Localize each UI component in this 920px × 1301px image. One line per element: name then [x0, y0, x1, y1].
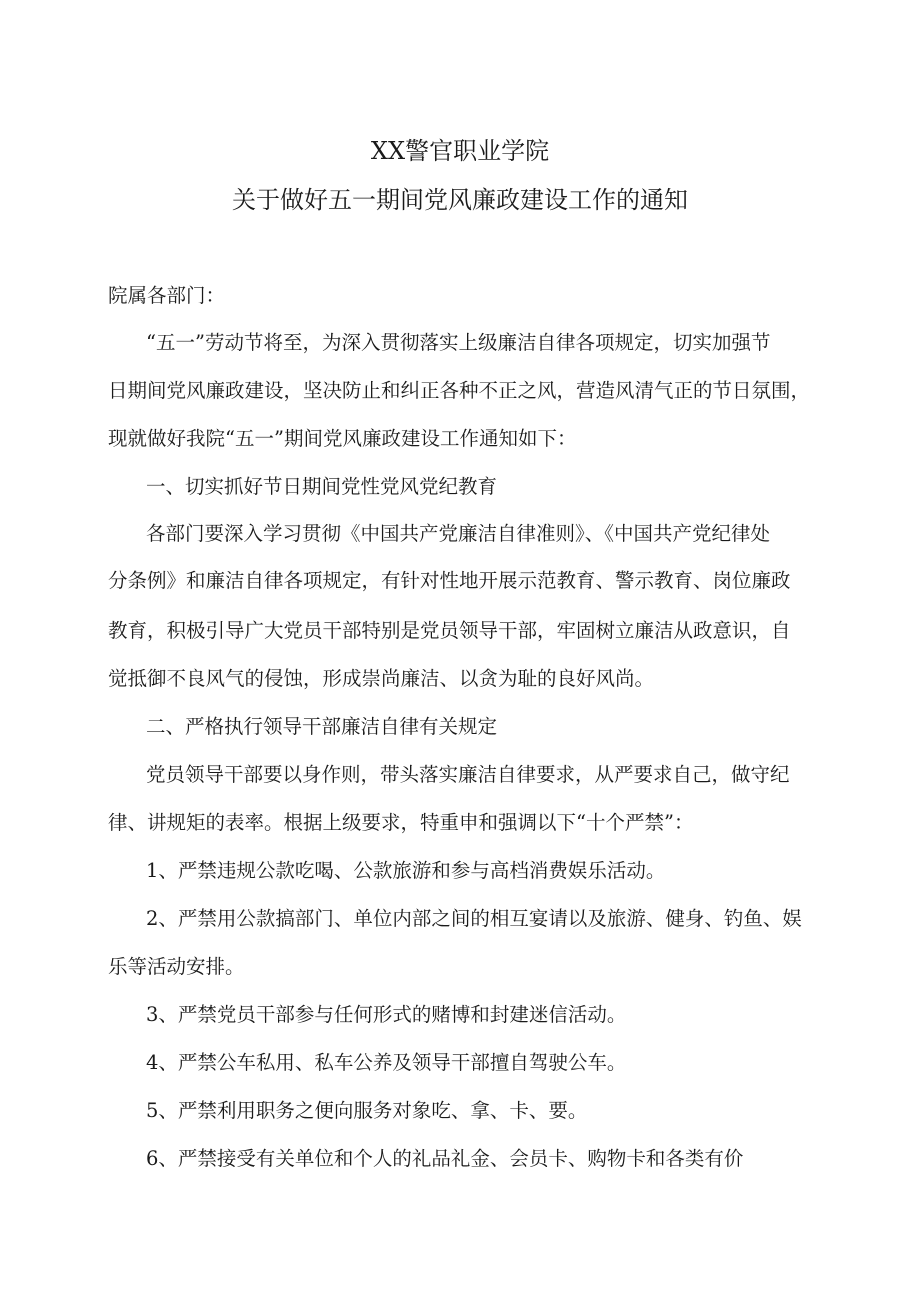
rule-item: 2、严禁用公款搞部门、单位内部之间的相互宴请以及旅游、健身、钓鱼、娱	[146, 907, 802, 930]
section2-heading: 二、严格执行领导干部廉洁自律有关规定	[146, 715, 498, 738]
section1-body-line: 觉抵御不良风气的侵蚀，形成崇尚廉洁、以贪为耻的良好风尚。	[108, 667, 655, 690]
intro-line: “五一”劳动节将至，为深入贯彻落实上级廉洁自律各项规定，切实加强节	[146, 331, 771, 354]
section1-body-line: 各部门要深入学习贯彻《中国共产党廉洁自律准则》、《中国共产党纪律处	[146, 522, 771, 545]
rule-item: 3、严禁党员干部参与任何形式的赌博和封建迷信活动。	[146, 1003, 627, 1026]
section2-body-line: 律、讲规矩的表率。根据上级要求，特重申和强调以下“十个严禁”：	[108, 811, 694, 834]
intro-line: 现就做好我院“五一”期间党风廉政建设工作通知如下：	[108, 427, 577, 450]
rule-item: 4、严禁公车私用、私车公养及领导干部擅自驾驶公车。	[146, 1051, 627, 1074]
document-title-line1: XX警官职业学院	[370, 137, 550, 165]
rule-item-continuation: 乐等活动安排。	[108, 955, 245, 978]
rule-item: 1、严禁违规公款吃喝、公款旅游和参与高档消费娱乐活动。	[146, 859, 666, 882]
rule-item: 5、严禁利用职务之便向服务对象吃、拿、卡、要。	[146, 1099, 588, 1122]
section2-body-line: 党员领导干部要以身作则，带头落实廉洁自律要求，从严要求自己，做守纪	[146, 763, 790, 786]
salutation: 院属各部门：	[108, 284, 226, 307]
document-title-line2: 关于做好五一期间党风廉政建设工作的通知	[232, 186, 688, 214]
section1-heading: 一、切实抓好节日期间党性党风党纪教育	[146, 475, 498, 498]
section1-body-line: 分条例》和廉洁自律各项规定，有针对性地开展示范教育、警示教育、岗位廉政	[108, 569, 791, 592]
intro-line: 日期间党风廉政建设，坚决防止和纠正各种不正之风，营造风清气正的节日氛围，	[108, 379, 811, 402]
section1-body-line: 教育，积极引导广大党员干部特别是党员领导干部，牢固树立廉洁从政意识，自	[108, 619, 791, 642]
rule-item: 6、严禁接受有关单位和个人的礼品礼金、会员卡、购物卡和各类有价	[146, 1147, 744, 1170]
